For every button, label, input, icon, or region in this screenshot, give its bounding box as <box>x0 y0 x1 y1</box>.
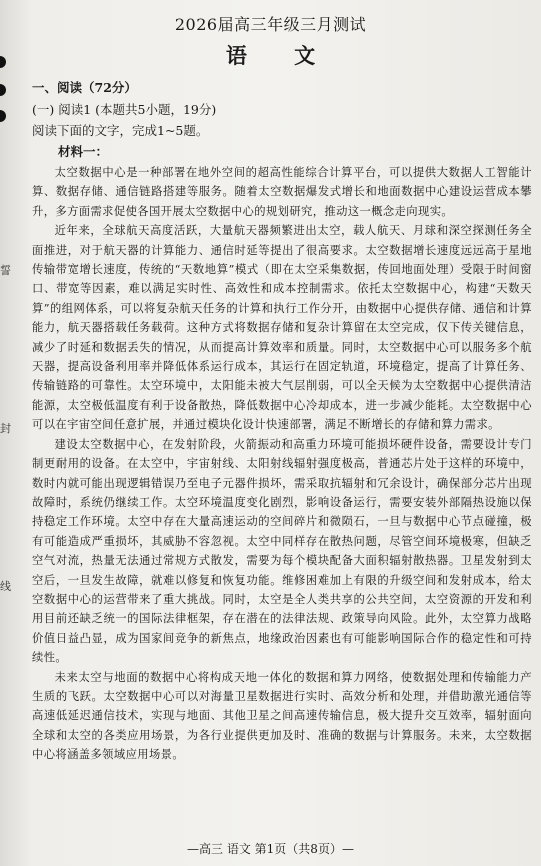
passage-paragraph: 太空数据中心是一种部署在地外空间的超高性能综合计算平台，可以提供大数据人工智能计算、数据存储、通信链路搭建等服务。随着太空数据爆发式增长和地面数据中心建设运营成本攀升，多方面需求促使各国开展太空数据中心的规划研究，推动这一概念走向现实。 <box>32 166 532 218</box>
page-footer: —高三 语文 第1页（共8页）— <box>187 842 354 856</box>
margin-seal-char: 封 <box>0 422 11 435</box>
material-label: 材料一： <box>58 144 109 159</box>
binding-hole-icon <box>0 110 6 122</box>
section-heading: 一、阅读（72分） <box>32 80 137 95</box>
passage-paragraph: 近年来，全球航天高度活跃，大量航天器频繁进出太空，载人航天、月球和深空探测任务全面推进，对于航天器的计算能力、通信时延等提出了很高要求。太空数据增长速度远远高于星地传输带宽增长速度，传统的“天数地算”模式（即在太空采集数据，传回地面处理）受限于时间窗口、带宽等因素，难以满足实时性、高效性和成本控制需求。依托太空数据中心，构建“天数天算”的组网体系，可以将复杂航天任务的计算和执行工作分开，由数据中心提供存储、通信和计算能力，航天器搭载任务载荷。这种方式将数据存储和复杂计算留在太空完成，仅下传关键信息，减少了时延和数据丢失的情况，从而提高计算效率和质量。同时，太空数据中心可以服务多个航天器，提高设备利用率并降低体系运行成本，其运行在固定轨道，环境稳定，提高了计算任务、传输链路的可靠性。太空环境中，太阳能未被大气层削弱，可以全天候为太空数据中心提供清洁能源，太空极低温度有利于设备散热，降低数据中心冷却成本，进一步减少能耗。太空数据中心可以在宇宙空间任意扩展，并通过模块化设计快速部署，满足不断增长的存储和算力需求。 <box>32 224 532 432</box>
passage-body <box>32 163 532 765</box>
exam-title: 2026届高三年级三月测试 <box>174 15 367 34</box>
reading-heading: (一) 阅读1 (本题共5小题，19分) <box>32 102 217 117</box>
passage-paragraph: 建设太空数据中心，在发射阶段，火箭振动和高重力环境可能损坏硬件设备，需要设计专门制更耐用的设备。在太空中，宇宙射线、太阳射线辐射强度极高，普通芯片处于这样的环境中，数时内就可能出现逻辑错误乃至电子元器件损坏，需采取抗辐射和冗余设计，确保部分芯片出现故障时，系统仍继续工作。太空环境温度变化剧烈，影响设备运行，需要安装外部隔热设施以保持稳定工作环境。太空中存在大量高速运动的空间碎片和微陨石，一旦与数据中心节点碰撞，极有可能造成严重损坏，其威胁不容忽视。太空中同样存在散热问题，尽管空间环境极寒，但缺乏空气对流，热量无法通过常规方式散发，需要为每个模块配备大面积辐射散热器。卫星发射到太空后，一旦发生故障，就难以修复和恢复功能。维修困难加上有限的升级空间和发射成本，给太空数据中心的运营带来了重大挑战。同时，太空是全人类共享的公共空间，太空资源的开发和利用目前还缺乏统一的国际法律框架，存在潜在的法律法规、政策导向风险。此外，太空算力战略价值日益凸显，成为国家间竞争的新焦点，地缘政治因素也有可能影响国际合作的稳定性和可持续性。 <box>32 437 532 665</box>
passage-paragraph: 未来太空与地面的数据中心将构成天地一体化的数据和算力网络，使数据处理和传输能力产生质的飞跃。太空数据中心可以对海量卫星数据进行实时、高效分析和处理，并借助激光通信等高速低延迟通信技术，实现与地面、其他卫星之间高速传输信息，极大提升交互效率，辐射面向全球和太空的各类应用场景，为各行业提供更加及时、准确的数据与计算服务。未来，太空数据中心将涵盖多领域应用场景。 <box>32 670 532 762</box>
margin-seal-char: 线 <box>0 580 11 593</box>
subject-title: 语 文 <box>225 43 336 68</box>
margin-seal-char: 誓 <box>0 264 11 277</box>
binding-hole-icon <box>0 84 6 96</box>
instruction-text: 阅读下面的文字，完成1~5题。 <box>32 123 209 138</box>
